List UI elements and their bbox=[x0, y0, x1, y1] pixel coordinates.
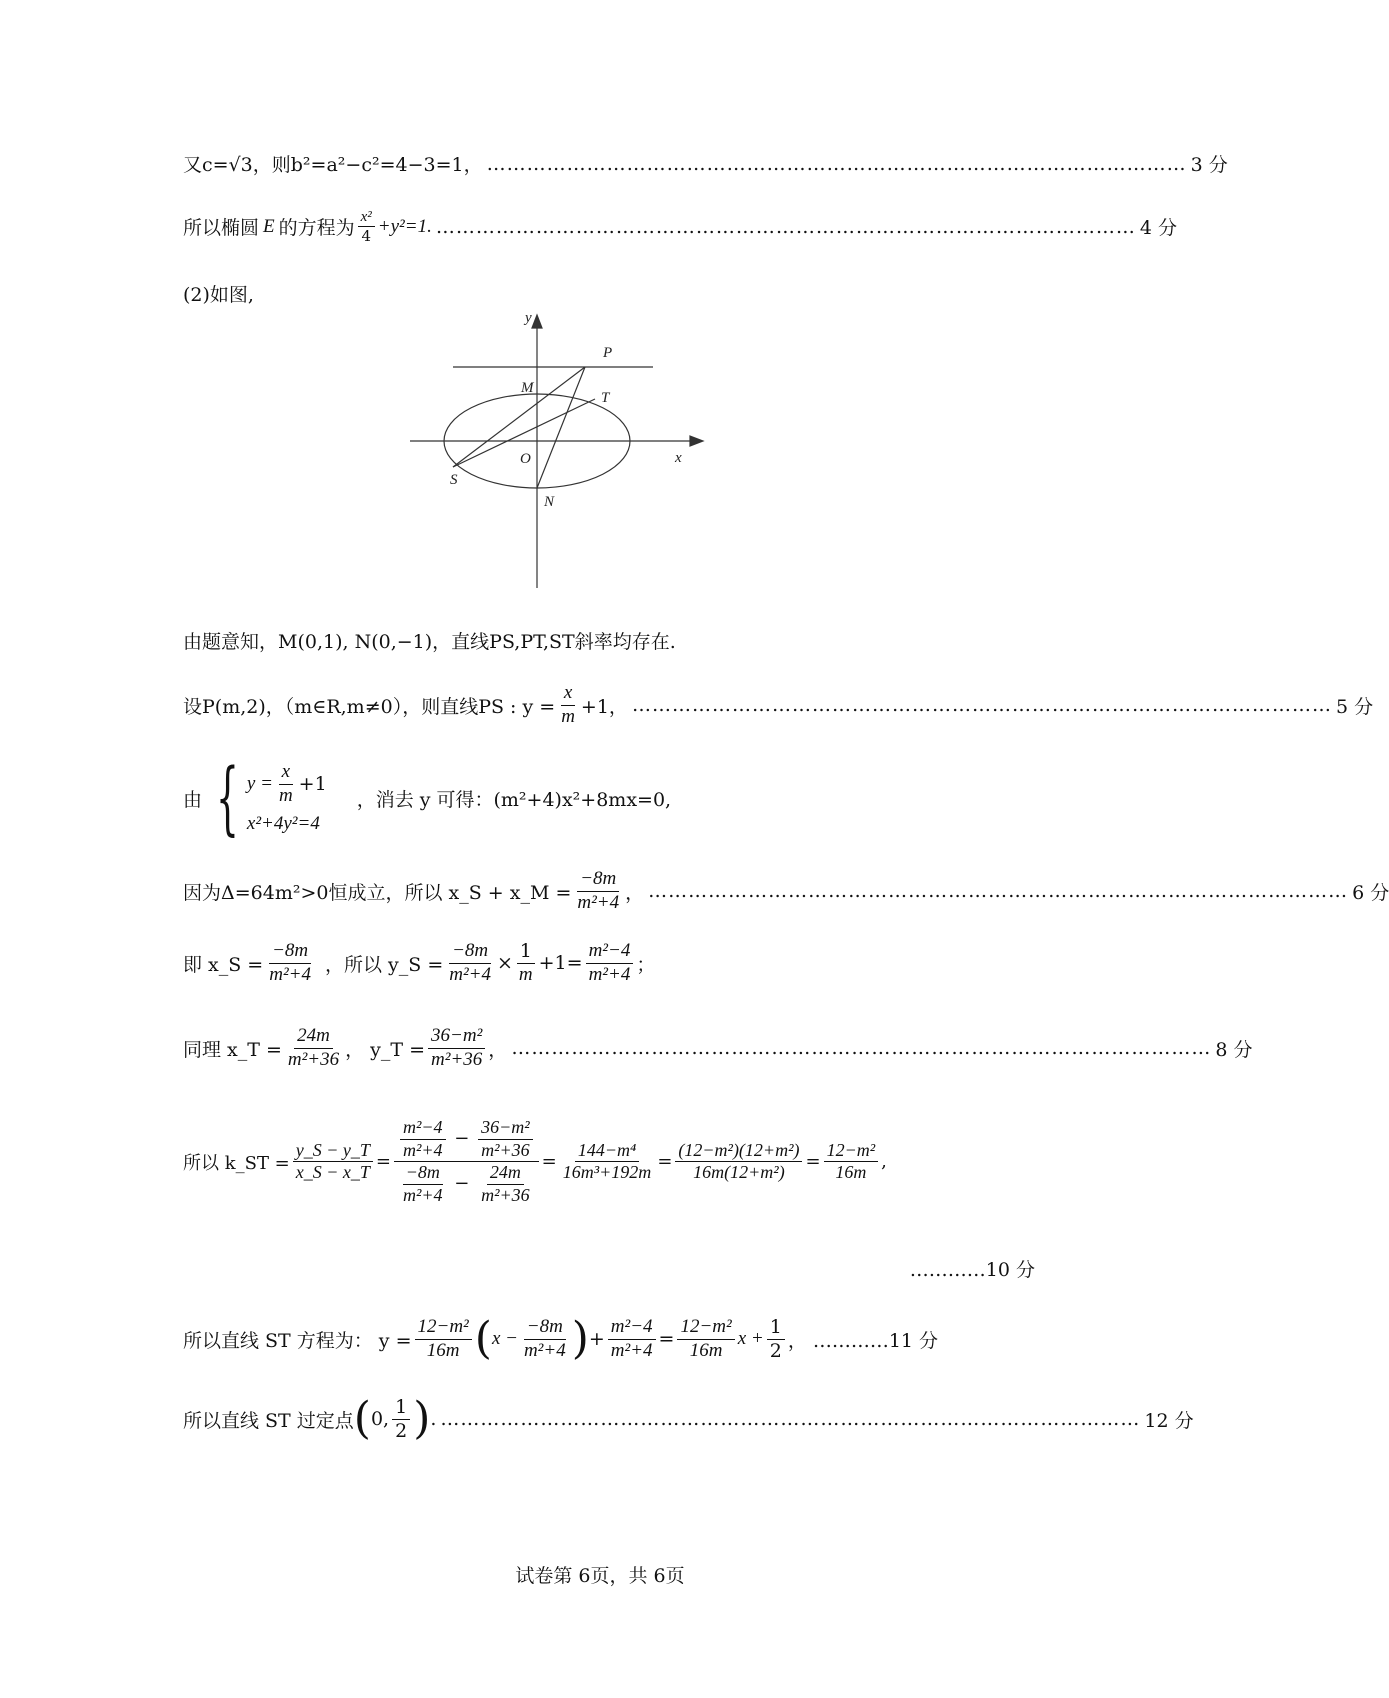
xs-text: 即 x_S = bbox=[183, 953, 264, 976]
frac-den: m²+4 bbox=[523, 1339, 566, 1361]
frac-den: 2 bbox=[769, 1339, 782, 1362]
frac-num: 24m bbox=[487, 1162, 524, 1185]
frac-num: −8m bbox=[524, 1316, 566, 1340]
line-slope-kst bbox=[183, 1117, 1025, 1206]
frac-num: x bbox=[279, 761, 293, 785]
minus: − bbox=[454, 1128, 470, 1150]
score-6: 6 分 bbox=[1352, 881, 1389, 904]
ys-text: ，所以 y_S = bbox=[324, 953, 444, 976]
frac-den: m²+4 bbox=[610, 1339, 653, 1361]
frac-num: 1 bbox=[392, 1396, 410, 1420]
dot-leader: …………………………………………………………………………………………… bbox=[435, 215, 1136, 238]
dot-leader: …………………………………………………………………………………………… bbox=[440, 1408, 1141, 1431]
xt-text: 同理 x_T = bbox=[183, 1038, 282, 1061]
label-T: T bbox=[601, 390, 610, 406]
equation-system bbox=[202, 751, 327, 844]
line-set-P bbox=[183, 682, 1374, 729]
frac-den: 16m(12+m²) bbox=[693, 1162, 785, 1183]
score-4: 4 分 bbox=[1139, 217, 1177, 239]
ys-frac bbox=[608, 1316, 656, 1363]
frac-den: m²+36 bbox=[481, 1139, 530, 1160]
label-M: M bbox=[521, 380, 534, 396]
line-system bbox=[183, 751, 1025, 844]
sum-xs-xm bbox=[574, 868, 622, 915]
frac-num: −8m bbox=[269, 940, 311, 964]
frac-den: m bbox=[561, 705, 575, 727]
frac-den: 16m bbox=[426, 1339, 460, 1361]
dot-leader: …………………………………………………………………………………………… bbox=[631, 694, 1332, 717]
dot-leader: …………………………………………………………………………………………… bbox=[648, 880, 1349, 903]
system-eq-2: x²+4y²=4 bbox=[246, 813, 320, 835]
slope-frac bbox=[415, 1316, 472, 1363]
slope-frac-2 bbox=[677, 1316, 734, 1363]
eliminate-y-text: ，消去 y 可得：(m²+4)x²+8mx=0, bbox=[356, 788, 672, 811]
ellipse-eq-rest: +y²=1. bbox=[377, 215, 432, 237]
frac-den: m²+4 bbox=[269, 963, 311, 985]
st-eq-text: 所以直线 ST 方程为： y = bbox=[183, 1329, 412, 1352]
line-discriminant bbox=[183, 868, 1389, 915]
frac-num: 36−m² bbox=[428, 1025, 485, 1049]
compound-den bbox=[394, 1162, 539, 1206]
frac-num: (12−m²)(12+m²) bbox=[675, 1140, 802, 1163]
frac-num: x² bbox=[358, 208, 375, 227]
x2-over-4 bbox=[358, 208, 375, 245]
minus: − bbox=[454, 1173, 470, 1195]
frac-num: 12−m² bbox=[677, 1316, 734, 1340]
system-prefix: 由 bbox=[183, 788, 203, 811]
frac-den: x_S − x_T bbox=[295, 1162, 370, 1183]
frac-num: x bbox=[561, 682, 575, 706]
ellipse-eq-mid: 的方程为 bbox=[278, 217, 355, 239]
equals: = bbox=[658, 1328, 675, 1351]
score-5: 5 分 bbox=[1335, 695, 1374, 718]
line-b-squared bbox=[183, 150, 1228, 177]
equals: = bbox=[375, 1151, 392, 1173]
line-points-MN: 由题意知，M(0,1), N(0,−1)，直线PS,PT,ST斜率均存在. bbox=[183, 631, 676, 653]
times: × bbox=[496, 952, 513, 975]
left-brace: { bbox=[216, 751, 239, 844]
ellipse-eq-prefix: 所以椭圆 bbox=[183, 217, 260, 239]
frac-den: 16m³+192m bbox=[562, 1162, 652, 1183]
eq1-frac bbox=[276, 761, 296, 808]
one-half bbox=[392, 1396, 410, 1443]
page-footer: 试卷第 6页，共 6页 bbox=[515, 1565, 685, 1587]
score-8: 8 分 bbox=[1215, 1038, 1253, 1061]
fixed-point-text: 所以直线 ST 过定点 bbox=[183, 1409, 354, 1432]
x-minus: x − bbox=[491, 1328, 518, 1350]
ellipse-name: E bbox=[263, 215, 275, 237]
xs-frac bbox=[521, 1316, 569, 1363]
frac-num: m²−4 bbox=[400, 1117, 446, 1140]
score-3: 3 分 bbox=[1190, 154, 1228, 176]
line-st-equation: 所以直线 ST 方程为： y = $\frac{\text{12−m²}}{16m}$ ( x − $\frac{-8m}{\text{m²+4}}$ ) + $\frac{\text{m²−4}}{\text{m²+4}}$ = $\frac{\text{12−m²}}{16m}$ x + $\frac{1}{2}$ ， …………11 分 bbox=[183, 1313, 939, 1365]
comma: ， bbox=[787, 1329, 807, 1352]
plus-one: +1， bbox=[580, 695, 628, 718]
frac-den: m²+4 bbox=[403, 1184, 443, 1205]
comma: ， bbox=[488, 1038, 508, 1061]
frac-num: 36−m² bbox=[478, 1117, 533, 1140]
equals: = bbox=[541, 1151, 557, 1173]
kst-step-4 bbox=[675, 1140, 802, 1184]
label-O: O bbox=[520, 451, 531, 467]
frac-num: 24m bbox=[294, 1025, 333, 1049]
comma: ， bbox=[625, 881, 645, 904]
frac-num: −8m bbox=[577, 868, 619, 892]
frac-den: m²+36 bbox=[431, 1048, 483, 1070]
y-axis-arrow bbox=[532, 315, 542, 328]
frac-den: m²+36 bbox=[481, 1184, 530, 1205]
plus: + bbox=[588, 1328, 605, 1351]
b-squared-text: 又c=√3，则b²=a²−c²=4−3=1， bbox=[183, 154, 483, 176]
score-11: …………11 分 bbox=[812, 1329, 939, 1352]
dot-leader: …………………………………………………………………………………………… bbox=[486, 152, 1187, 175]
score-10: …………10 分 bbox=[909, 1259, 1035, 1281]
kst-def bbox=[293, 1140, 373, 1184]
frac-den: 16m bbox=[835, 1162, 867, 1183]
eq1-lhs: y = bbox=[246, 773, 273, 794]
line-fixed-point: 所以直线 ST 过定点 ( 0, $\frac{1}{2}$ ) . …………………………………………………………………………………………… 12 分 bbox=[183, 1393, 1194, 1445]
ellipse-figure bbox=[435, 310, 755, 590]
x-plus: x + bbox=[737, 1328, 764, 1350]
frac-num: 12−m² bbox=[415, 1316, 472, 1340]
label-y: y bbox=[525, 310, 532, 326]
set-P-text: 设P(m,2)，（m∈R,m≠0），则直线PS : y = bbox=[183, 695, 556, 718]
frac-num: −8m bbox=[449, 940, 491, 964]
kst-result bbox=[824, 1140, 879, 1184]
frac-den: m²+4 bbox=[403, 1139, 443, 1160]
kst-step-3 bbox=[560, 1140, 655, 1184]
one-over-m bbox=[516, 940, 536, 987]
frac-den: m bbox=[278, 784, 293, 806]
x-over-m bbox=[558, 682, 578, 729]
dot-leader: …………………………………………………………………………………………… bbox=[511, 1037, 1212, 1060]
system-eq-1 bbox=[247, 761, 327, 808]
period: . bbox=[430, 1408, 437, 1431]
comma: , bbox=[881, 1151, 887, 1173]
line-ellipse-equation bbox=[183, 208, 1177, 245]
equals: = bbox=[805, 1151, 821, 1173]
frac-num: m²−4 bbox=[608, 1316, 656, 1340]
label-N: N bbox=[544, 494, 555, 510]
kst-compound bbox=[394, 1117, 539, 1206]
part-2-heading: (2)如图, bbox=[183, 284, 254, 306]
frac-num: m²−4 bbox=[586, 940, 634, 964]
frac-den: 16m bbox=[689, 1339, 723, 1361]
frac-den: 2 bbox=[395, 1419, 408, 1442]
yt-frac bbox=[428, 1025, 485, 1072]
x-axis-arrow bbox=[690, 436, 703, 446]
frac-num: 144−m⁴ bbox=[575, 1140, 639, 1163]
sub-frac-2 bbox=[478, 1117, 533, 1161]
xs-frac bbox=[266, 940, 314, 987]
line-xt-yt bbox=[183, 1025, 1253, 1072]
frac-num: 1 bbox=[767, 1316, 785, 1340]
one-half bbox=[767, 1316, 785, 1363]
frac-den: m bbox=[518, 963, 533, 985]
kst-text: 所以 k_ST = bbox=[183, 1152, 290, 1174]
line-xs-ys bbox=[183, 940, 1025, 987]
frac-den: m²+36 bbox=[287, 1048, 340, 1070]
sub-frac-1 bbox=[400, 1117, 446, 1161]
frac-den: m²+4 bbox=[449, 963, 491, 985]
ys-frac-1 bbox=[446, 940, 494, 987]
sub-frac-3 bbox=[400, 1162, 446, 1206]
score-12: 12 分 bbox=[1144, 1409, 1194, 1432]
label-S: S bbox=[450, 472, 458, 488]
label-x: x bbox=[675, 450, 682, 466]
label-P: P bbox=[603, 345, 613, 361]
eq1-rest: +1 bbox=[298, 773, 327, 795]
zero-comma: 0, bbox=[370, 1408, 390, 1431]
frac-num: y_S − y_T bbox=[293, 1140, 373, 1163]
frac-den: 4 bbox=[361, 227, 371, 245]
frac-num: 12−m² bbox=[824, 1140, 879, 1163]
frac-den: m²+4 bbox=[577, 891, 620, 913]
equals: = bbox=[657, 1151, 673, 1173]
ys-result bbox=[586, 940, 634, 987]
xt-frac bbox=[285, 1025, 342, 1072]
sub-frac-4 bbox=[478, 1162, 533, 1206]
frac-num: −8m bbox=[403, 1162, 443, 1185]
discriminant-text: 因为Δ=64m²>0恒成立，所以 x_S + x_M = bbox=[183, 881, 572, 904]
frac-den: m²+4 bbox=[588, 963, 631, 985]
frac-num: 1 bbox=[517, 940, 535, 964]
compound-num bbox=[394, 1117, 539, 1162]
semicolon: ； bbox=[636, 953, 656, 976]
plus-one-eq: +1= bbox=[538, 952, 583, 975]
yt-text: ， y_T = bbox=[345, 1038, 426, 1061]
